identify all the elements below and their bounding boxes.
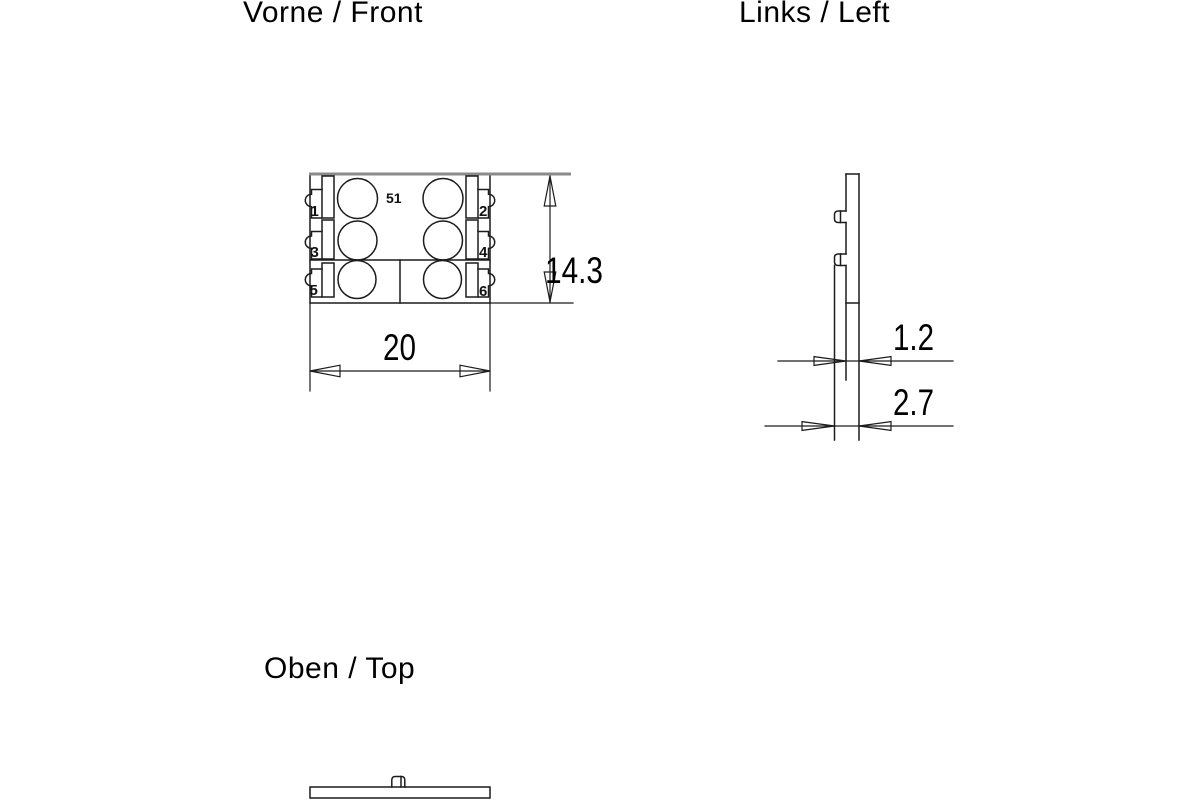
position-label-6: 6 <box>479 283 488 300</box>
cavity-circle <box>338 221 377 260</box>
top-view <box>310 777 490 799</box>
dim-text-wall-thickness: 1.2 <box>893 317 934 358</box>
top-view-title: Oben / Top <box>264 652 416 685</box>
wall-thickness-dimension <box>778 317 953 365</box>
position-label-2: 2 <box>479 203 488 220</box>
cavity-circle <box>338 179 378 219</box>
cavity-circle <box>424 221 463 260</box>
dim-text-width: 20 <box>383 327 416 368</box>
marking-label: 51 <box>386 190 402 206</box>
cavity-circle <box>424 261 462 299</box>
left-view-title: Links / Left <box>739 0 891 29</box>
front-view <box>305 174 603 391</box>
dim-text-base-thickness: 2.7 <box>893 382 934 423</box>
cavity-circle <box>338 261 376 299</box>
height-dimension <box>490 176 603 303</box>
plate-top-outline <box>310 787 490 798</box>
key-bump <box>835 211 847 223</box>
width-dimension <box>310 303 490 391</box>
key-bump-top <box>392 777 405 788</box>
position-label-1: 1 <box>310 203 319 220</box>
front-view-title: Vorne / Front <box>243 0 423 29</box>
position-label-5: 5 <box>309 282 318 299</box>
key-bump <box>835 254 847 266</box>
cavity-circle <box>423 179 463 219</box>
left-view <box>765 174 953 440</box>
position-label-3: 3 <box>310 244 319 261</box>
position-label-4: 4 <box>479 244 488 261</box>
dim-text-height: 14.3 <box>545 250 603 291</box>
